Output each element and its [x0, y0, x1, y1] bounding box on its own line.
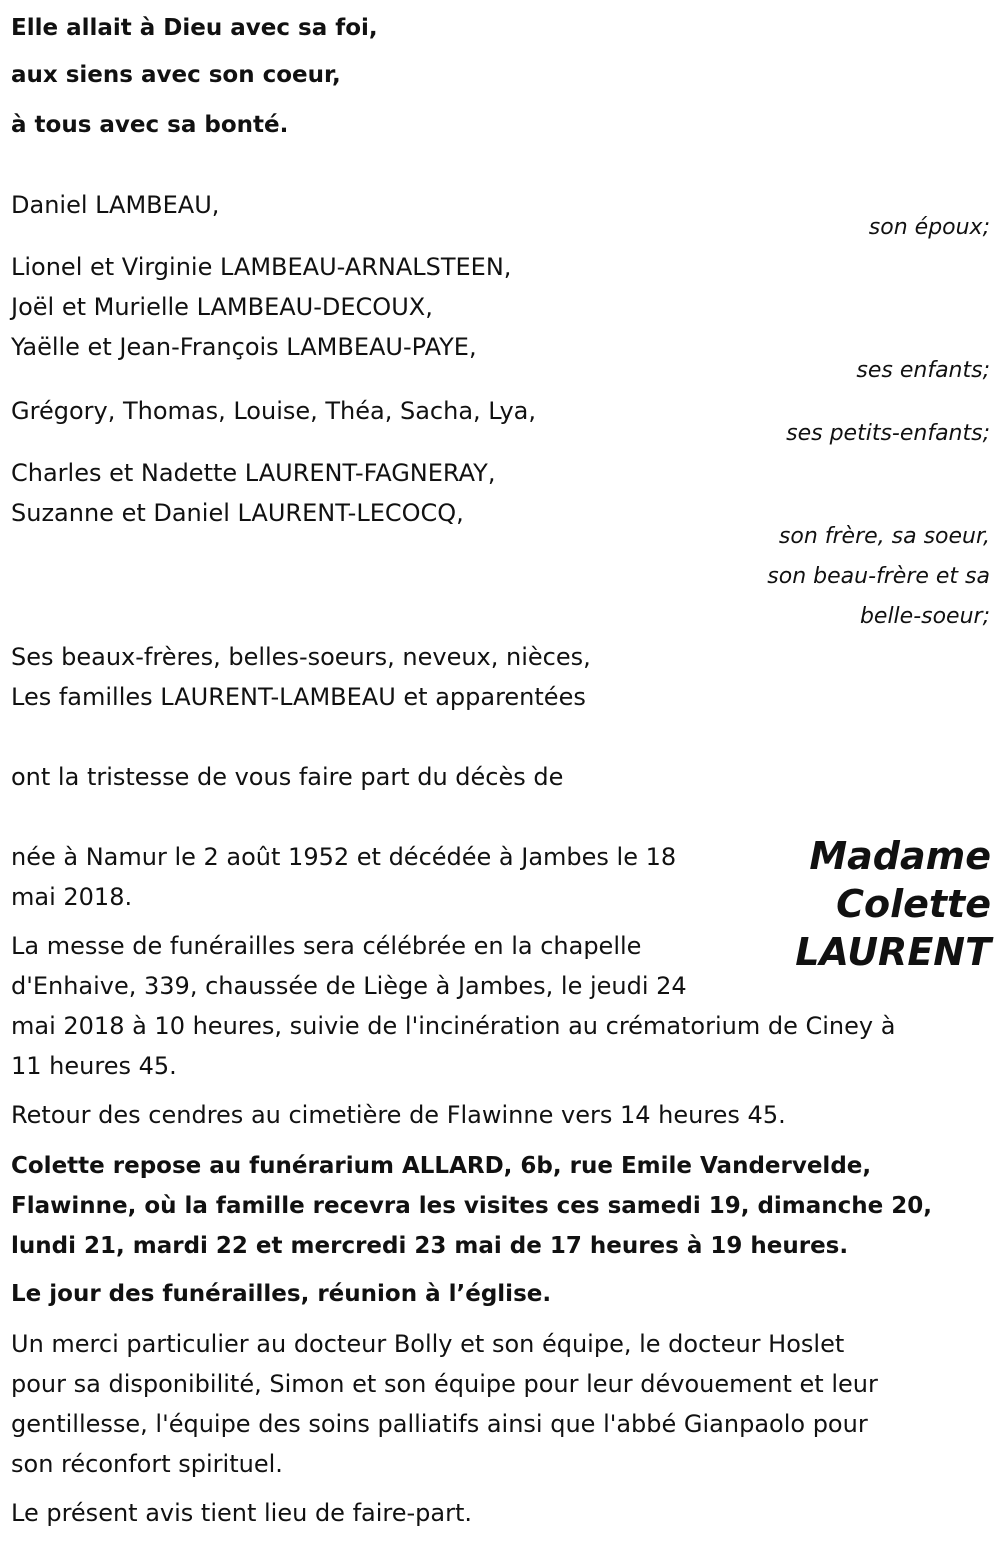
motto-line: Elle allait à Dieu avec sa foi,	[11, 15, 378, 41]
family-name: Daniel LAMBEAU,	[11, 191, 220, 219]
text-line: mai 2018.	[11, 883, 133, 911]
text-line: 11 heures 45.	[11, 1052, 177, 1080]
family-name: Grégory, Thomas, Louise, Théa, Sacha, Lya,	[11, 397, 537, 425]
relation-label: ses enfants;	[856, 358, 990, 383]
motto-line: aux siens avec son coeur,	[11, 62, 341, 88]
text-line: Un merci particulier au docteur Bolly et son équipe, le docteur Hoslet	[11, 1330, 845, 1358]
deceased-name	[795, 832, 991, 976]
meeting-info: Le jour des funérailles, réunion à l’église.	[11, 1281, 552, 1307]
relation-label: son époux;	[868, 215, 990, 240]
text-line: pour sa disponibilité, Simon et son équipe pour leur dévouement et leur	[11, 1370, 878, 1398]
family-name: Les familles LAURENT-LAMBEAU et apparentées	[11, 683, 586, 711]
text-line: mai 2018 à 10 heures, suivie de l'incinération au crématorium de Ciney à	[11, 1012, 896, 1040]
relation-label: son frère, sa soeur,	[778, 524, 990, 549]
ashes-info: Retour des cendres au cimetière de Flawinne vers 14 heures 45.	[11, 1101, 786, 1129]
deceased-name-line: Colette	[836, 882, 991, 926]
text-line: Colette repose au funérarium ALLARD, 6b, rue Emile Vandervelde,	[11, 1153, 872, 1179]
text-line: d'Enhaive, 339, chaussée de Liège à Jambes, le jeudi 24	[11, 972, 687, 1000]
text-line: La messe de funérailles sera célébrée en la chapelle	[11, 932, 642, 960]
closing-text: Le présent avis tient lieu de faire-part.	[11, 1499, 473, 1527]
relation-label: ses petits-enfants;	[786, 421, 990, 446]
relation-label: belle-soeur;	[859, 604, 990, 629]
family-name: Ses beaux-frères, belles-soeurs, neveux, nièces,	[11, 643, 591, 671]
relation-label: son beau-frère et sa	[767, 564, 990, 589]
family-name: Joël et Murielle LAMBEAU-DECOUX,	[11, 293, 433, 321]
text-line: gentillesse, l'équipe des soins palliatifs ainsi que l'abbé Gianpaolo pour	[11, 1410, 868, 1438]
announcement-text: ont la tristesse de vous faire part du décès de	[11, 763, 564, 791]
family-name: Suzanne et Daniel LAURENT-LECOCQ,	[11, 499, 464, 527]
deceased-name-line: Madame	[809, 834, 991, 878]
deceased-name-line: LAURENT	[795, 930, 991, 974]
text-line: née à Namur le 2 août 1952 et décédée à Jambes le 18	[11, 843, 677, 871]
text-line: lundi 21, mardi 22 et mercredi 23 mai de 17 heures à 19 heures.	[11, 1233, 849, 1259]
text-line: son réconfort spirituel.	[11, 1450, 283, 1478]
family-name: Charles et Nadette LAURENT-FAGNERAY,	[11, 459, 496, 487]
text-line: Flawinne, où la famille recevra les visites ces samedi 19, dimanche 20,	[11, 1193, 933, 1219]
family-name: Lionel et Virginie LAMBEAU-ARNALSTEEN,	[11, 253, 512, 281]
family-name: Yaëlle et Jean-François LAMBEAU-PAYE,	[11, 333, 477, 361]
motto-line: à tous avec sa bonté.	[11, 112, 289, 138]
